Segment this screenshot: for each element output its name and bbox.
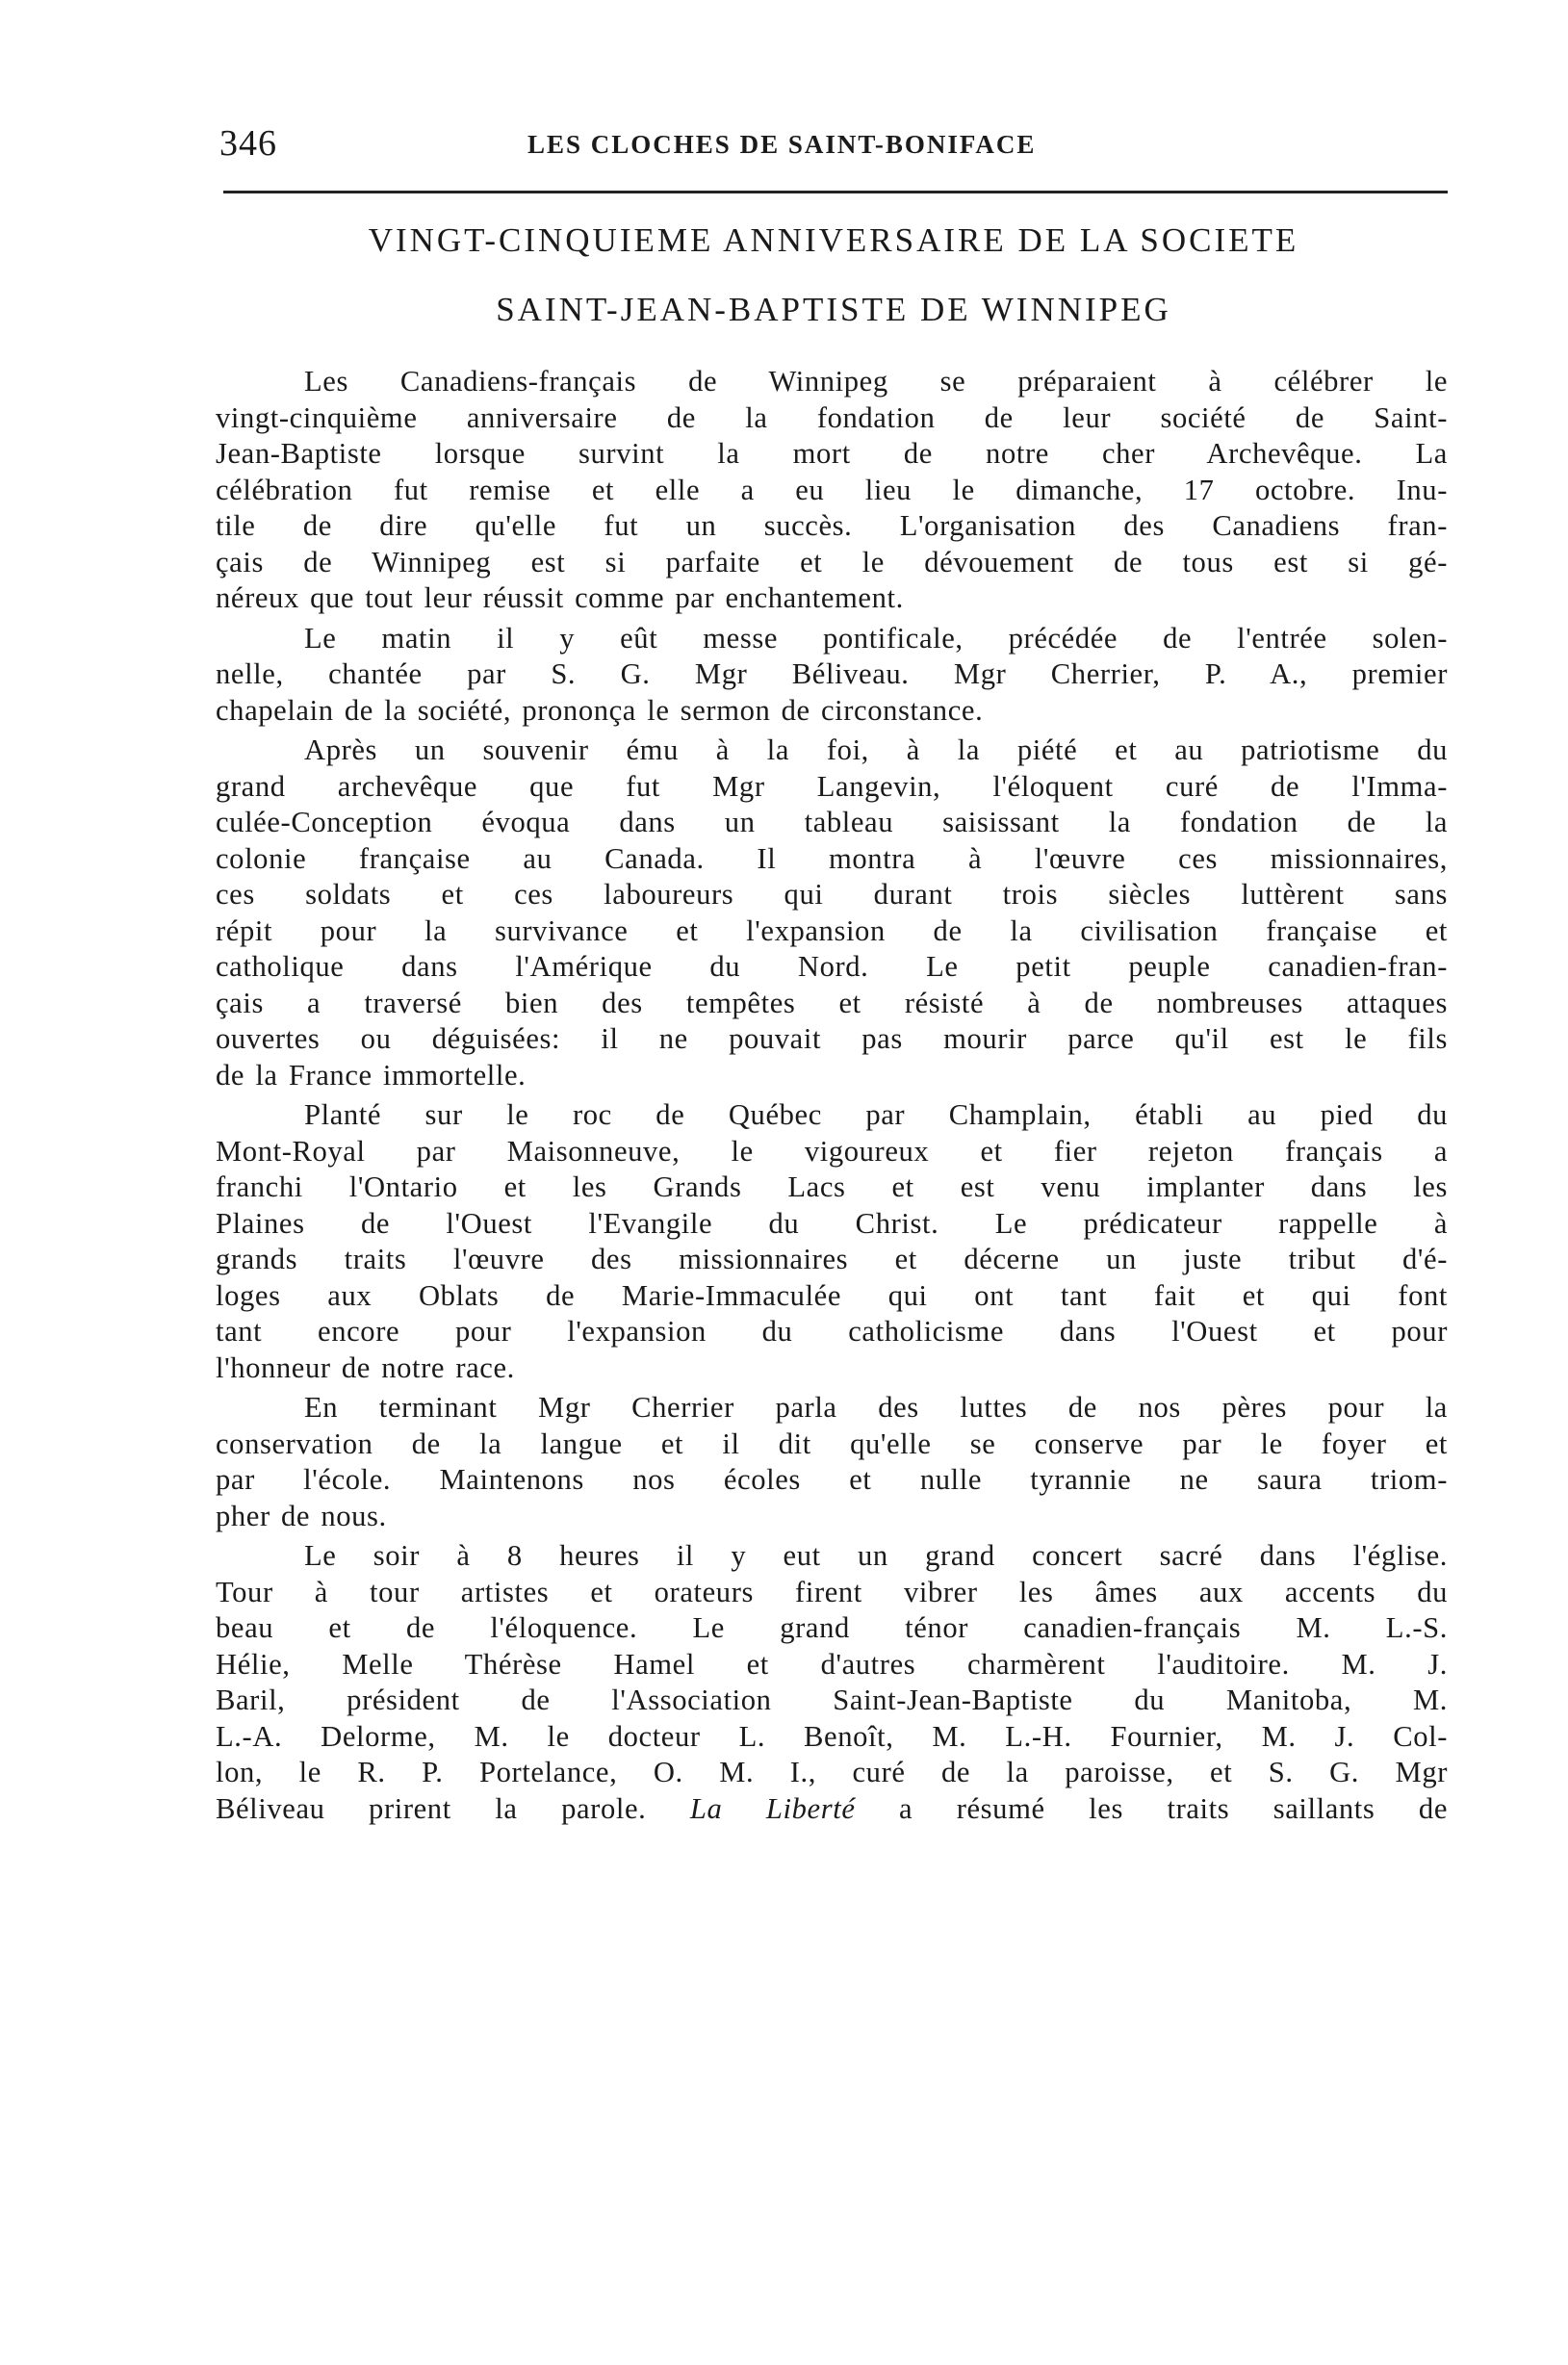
text-line: pher de nous.	[216, 1499, 387, 1532]
text-line: vingt-cinquième anniversaire de la fondation de leur société de Saint-	[216, 400, 1448, 434]
paragraph-1	[216, 364, 1448, 617]
newspaper-title: La Liberté	[689, 1791, 856, 1825]
text-line-tail: a résumé les traits saillants de	[855, 1791, 1448, 1825]
text-line: grand archevêque que fut Mgr Langevin, l'éloquent curé de l'Imma-	[216, 769, 1448, 803]
text-line: lon, le R. P. Portelance, O. M. I., curé de la paroisse, et S. G. Mgr	[216, 1756, 1448, 1788]
text-line: L.-A. Delorme, M. le docteur L. Benoît, M. L.-H. Fournier, M. J. Col-	[216, 1719, 1448, 1753]
text-line: Baril, président de l'Association Saint-Jean-Baptiste du Manitoba, M.	[216, 1684, 1448, 1716]
text-line: culée-Conception évoqua dans un tableau saisissant la fondation de la	[216, 806, 1448, 838]
text-line: Planté sur le roc de Québec par Champlain, établi au pied du	[304, 1098, 1448, 1131]
header-rule	[223, 191, 1448, 193]
text-line: tile de dire qu'elle fut un succès. L'organisation des Canadiens fran-	[216, 509, 1448, 542]
page-number: 346	[219, 123, 277, 164]
paragraph-4	[216, 1097, 1448, 1386]
text-line: Le matin il y eût messe pontificale, précédée de l'entrée solen-	[304, 621, 1448, 655]
text-line: ces soldats et ces laboureurs qui durant trois siècles luttèrent sans	[216, 878, 1448, 911]
text-line: çais a traversé bien des tempêtes et résisté à de nombreuses attaques	[216, 986, 1448, 1019]
text-line: catholique dans l'Amérique du Nord. Le petit peuple canadien-fran-	[216, 950, 1448, 983]
text-line: çais de Winnipeg est si parfaite et le dévouement de tous est si gé-	[216, 545, 1448, 578]
text-line: Jean-Baptiste lorsque survint la mort de notre cher Archevêque. La	[216, 437, 1448, 470]
article-title-line-2: SAINT-JEAN-BAPTISTE DE WINNIPEG	[496, 291, 1171, 328]
text-line: Le soir à 8 heures il y eut un grand concert sacré dans l'église.	[304, 1539, 1448, 1572]
text-line: l'honneur de notre race.	[216, 1350, 515, 1384]
text-line: grands traits l'œuvre des missionnaires et décerne un juste tribut d'é-	[216, 1243, 1448, 1275]
paragraph-2	[216, 621, 1448, 730]
text-line: par l'école. Maintenons nos écoles et nulle tyrannie ne saura triom-	[216, 1463, 1448, 1496]
text-line: tant encore pour l'expansion du catholicisme dans l'Ouest et pour	[216, 1315, 1448, 1348]
text-line: nelle, chantée par S. G. Mgr Béliveau. Mgr Cherrier, P. A., premier	[216, 657, 1448, 690]
running-head	[219, 119, 1448, 167]
article-body	[216, 364, 1448, 1827]
text-line: Tour à tour artistes et orateurs firent vibrer les âmes aux accents du	[216, 1575, 1448, 1608]
running-title: LES CLOCHES DE SAINT-BONIFACE	[527, 130, 1037, 159]
text-line: franchi l'Ontario et les Grands Lacs et est venu implanter dans les	[216, 1170, 1448, 1203]
text-line: beau et de l'éloquence. Le grand ténor canadien-français M. L.-S.	[216, 1611, 1448, 1644]
text-line: Mont-Royal par Maisonneuve, le vigoureux et fier rejeton français a	[216, 1134, 1448, 1168]
text-line: célébration fut remise et elle a eu lieu le dimanche, 17 octobre. Inu-	[216, 473, 1448, 506]
text-line: colonie française au Canada. Il montra à l'œuvre ces missionnaires,	[216, 841, 1448, 875]
article-title-line-1: VINGT-CINQUIEME ANNIVERSAIRE DE LA SOCIETE	[368, 221, 1299, 259]
text-line: conservation de la langue et il dit qu'elle se conserve par le foyer et	[216, 1427, 1448, 1460]
text-line: de la France immortelle.	[216, 1058, 527, 1092]
paragraph-5	[216, 1390, 1448, 1534]
text-line: néreux que tout leur réussit comme par enchantement.	[216, 581, 904, 614]
text-line: Hélie, Melle Thérèse Hamel et d'autres charmèrent l'auditoire. M. J.	[216, 1647, 1448, 1681]
text-line: répit pour la survivance et l'expansion de la civilisation française et	[216, 913, 1448, 947]
text-line-lead: Béliveau prirent la parole.	[216, 1791, 647, 1825]
text-line: Après un souvenir ému à la foi, à la piété et au patriotisme du	[304, 733, 1448, 766]
text-line: En terminant Mgr Cherrier parla des luttes de nos pères pour la	[304, 1391, 1448, 1424]
text-line: chapelain de la société, prononça le sermon de circonstance.	[216, 693, 984, 727]
text-line: ouvertes ou déguisées: il ne pouvait pas mourir parce qu'il est le fils	[216, 1022, 1448, 1055]
paragraph-6	[216, 1538, 1448, 1827]
article-title	[219, 210, 1448, 331]
text-line: Plaines de l'Ouest l'Evangile du Christ. Le prédicateur rappelle à	[216, 1206, 1448, 1240]
text-line-final	[216, 1791, 1448, 1828]
text-line: loges aux Oblats de Marie-Immaculée qui ont tant fait et qui font	[216, 1278, 1448, 1312]
text-line: Les Canadiens-français de Winnipeg se préparaient à célébrer le	[304, 365, 1448, 398]
paragraph-3	[216, 733, 1448, 1093]
